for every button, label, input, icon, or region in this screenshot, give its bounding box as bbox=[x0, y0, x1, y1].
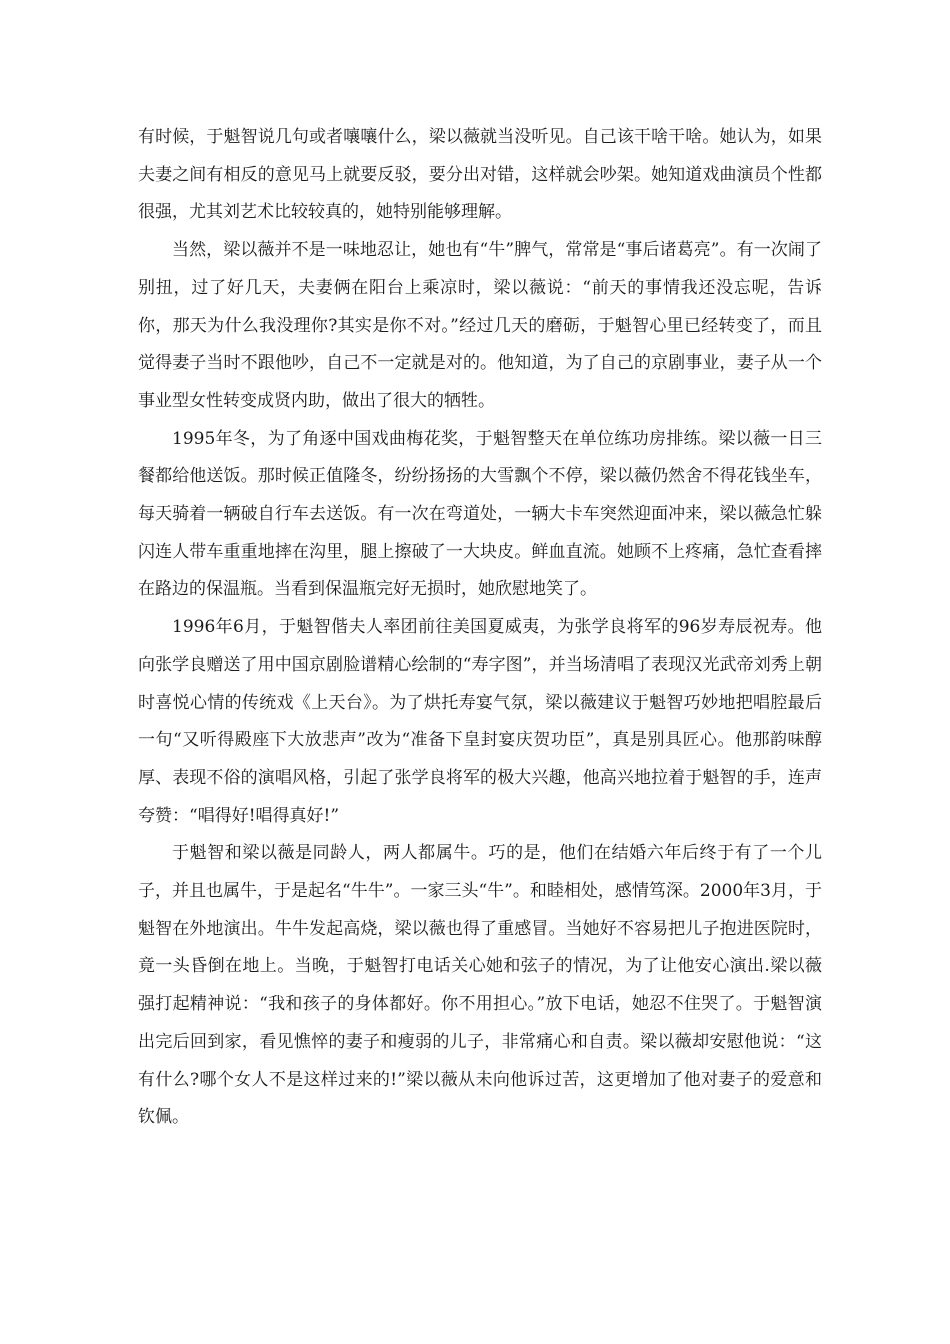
paragraph-2: 当然，梁以薇并不是一味地忍让，她也有“牛”脾气，常常是“事后诸葛亮”。有一次闹了别扭，过了好几天，夫妻俩在阳台上乘凉时，梁以薇说：“前天的事情我还没忘呢，告诉你，那天为什么我没理你?其实是你不对。”经过几天的磨砺，于魁智心里已经转变了，而且觉得妻子当时不跟他吵，自己不一定就是对的。他知道，为了自己的京剧事业，妻子从一个事业型女性转变成贤内助，做出了很大的牺牲。 bbox=[138, 240, 822, 411]
paragraph-3: 1995年冬，为了角逐中国戏曲梅花奖，于魁智整天在单位练功房排练。梁以薇一日三餐都给他送饭。那时候正值隆冬，纷纷扬扬的大雪飘个不停，梁以薇仍然舍不得花钱坐车，每天骑着一辆破自行车去送饭。有一次在弯道处，一辆大卡车突然迎面冲来，梁以薇急忙躲闪连人带车重重地摔在沟里，腿上擦破了一大块皮。鲜血直流。她顾不上疼痛，急忙查看摔在路边的保温瓶。当看到保温瓶完好无损时，她欣慰地笑了。 bbox=[138, 428, 822, 600]
paragraph-4: 1996年6月，于魁智偕夫人率团前往美国夏威夷，为张学良将军的96岁寿辰祝寿。他向张学良赠送了用中国京剧脸谱精心绘制的“寿字图”，并当场清唱了表现汉光武帝刘秀上朝时喜悦心情的传统戏《上天台》。为了烘托寿宴气氛，梁以薇建议于魁智巧妙地把唱腔最后一句“又听得殿座下大放悲声”改为“准备下皇封宴庆贺功臣”，真是别具匠心。他那韵味醇厚、表现不俗的演唱风格，引起了张学良将军的极大兴趣，他高兴地拉着于魁智的手，连声夸赞：“唱得好!唱得真好!” bbox=[138, 617, 822, 826]
paragraph-1: 有时候，于魁智说几句或者嚷嚷什么，梁以薇就当没听见。自己该干啥干啥。她认为，如果夫妻之间有相反的意见马上就要反驳，要分出对错，这样就会吵架。她知道戏曲演员个性都很强，尤其刘艺术比较较真的，她特别能够理解。 bbox=[138, 127, 822, 223]
article-body bbox=[138, 119, 822, 1137]
paragraph-5: 于魁智和梁以薇是同龄人，两人都属牛。巧的是，他们在结婚六年后终于有了一个儿子，并且也属牛，于是起名“牛牛”。一家三头“牛”。和睦相处，感情笃深。2000年3月，于魁智在外地演出。牛牛发起高烧，梁以薇也得了重感冒。当她好不容易把儿子抱进医院时，竟一头昏倒在地上。当晚，于魁智打电话关心她和弦子的情况，为了让他安心演出.梁以薇强打起精神说：“我和孩子的身体都好。你不用担心。”放下电话，她忍不住哭了。于魁智演出完后回到家，看见憔悴的妻子和瘦弱的儿子，非常痛心和自责。梁以薇却安慰他说：“这有什么?哪个女人不是这样过来的!”梁以薇从未向他诉过苦，这更增加了他对妻子的爱意和钦佩。 bbox=[138, 843, 822, 1128]
